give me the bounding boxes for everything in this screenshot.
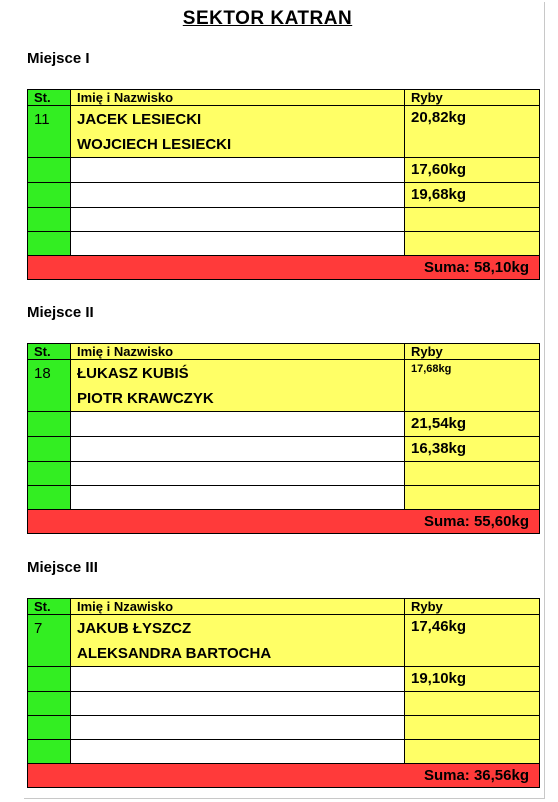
table-row <box>28 158 540 183</box>
fish-weight: 19,68kg <box>411 186 467 203</box>
station-number: 18 <box>34 365 51 382</box>
table-row <box>28 437 540 462</box>
header-name: Imię i Nazwisko <box>71 90 405 106</box>
table-row <box>28 692 540 716</box>
table-row <box>28 183 540 208</box>
table-row <box>28 486 540 510</box>
angler-name: PIOTR KRAWCZYK <box>77 390 214 407</box>
place-heading-1: Miejsce I <box>27 50 90 67</box>
sum-total: Suma: 58,10kg <box>28 256 540 280</box>
table-row <box>28 412 540 437</box>
results-table-1 <box>27 89 540 280</box>
table-header <box>28 90 540 106</box>
table-row <box>28 716 540 740</box>
fish-weight: 20,82kg <box>411 109 467 126</box>
fish-weight: 17,68kg <box>411 363 452 375</box>
results-table-2 <box>27 343 540 534</box>
table-row <box>28 360 540 412</box>
table-row <box>28 208 540 232</box>
angler-name: JAKUB ŁYSZCZ <box>77 620 192 637</box>
station-number: 7 <box>34 620 43 637</box>
table-header <box>28 344 540 360</box>
header-fish: Ryby <box>405 344 540 360</box>
page-title: SEKTOR KATRAN <box>182 8 353 29</box>
angler-name: WOJCIECH LESIECKI <box>77 136 232 153</box>
header-station: St. <box>28 599 71 615</box>
table-row <box>28 667 540 692</box>
table-row <box>28 462 540 486</box>
station-number: 11 <box>34 111 50 128</box>
header-fish: Ryby <box>405 90 540 106</box>
place-heading-3: Miejsce III <box>27 559 98 576</box>
results-table-3 <box>27 598 540 788</box>
angler-name: ALEKSANDRA BARTOCHA <box>77 645 272 662</box>
angler-name: JACEK LESIECKI <box>77 111 202 128</box>
fish-weight: 19,10kg <box>411 670 467 687</box>
sum-total: Suma: 36,56kg <box>28 764 540 788</box>
table-header <box>28 599 540 615</box>
table-row <box>28 232 540 256</box>
header-name: Imię i Nzawisko <box>71 599 405 615</box>
fish-weight: 17,46kg <box>411 618 467 635</box>
table-row <box>28 106 540 158</box>
header-station: St. <box>28 344 71 360</box>
fish-weight: 16,38kg <box>411 440 467 457</box>
table-row <box>28 615 540 667</box>
place-heading-2: Miejsce II <box>27 304 94 321</box>
angler-name: ŁUKASZ KUBIŚ <box>77 365 189 382</box>
table-row <box>28 740 540 764</box>
fish-weight: 21,54kg <box>411 415 467 432</box>
header-name: Imię i Nazwisko <box>71 344 405 360</box>
header-station: St. <box>28 90 71 106</box>
sum-total: Suma: 55,60kg <box>28 510 540 534</box>
fish-weight: 17,60kg <box>411 161 467 178</box>
header-fish: Ryby <box>405 599 540 615</box>
